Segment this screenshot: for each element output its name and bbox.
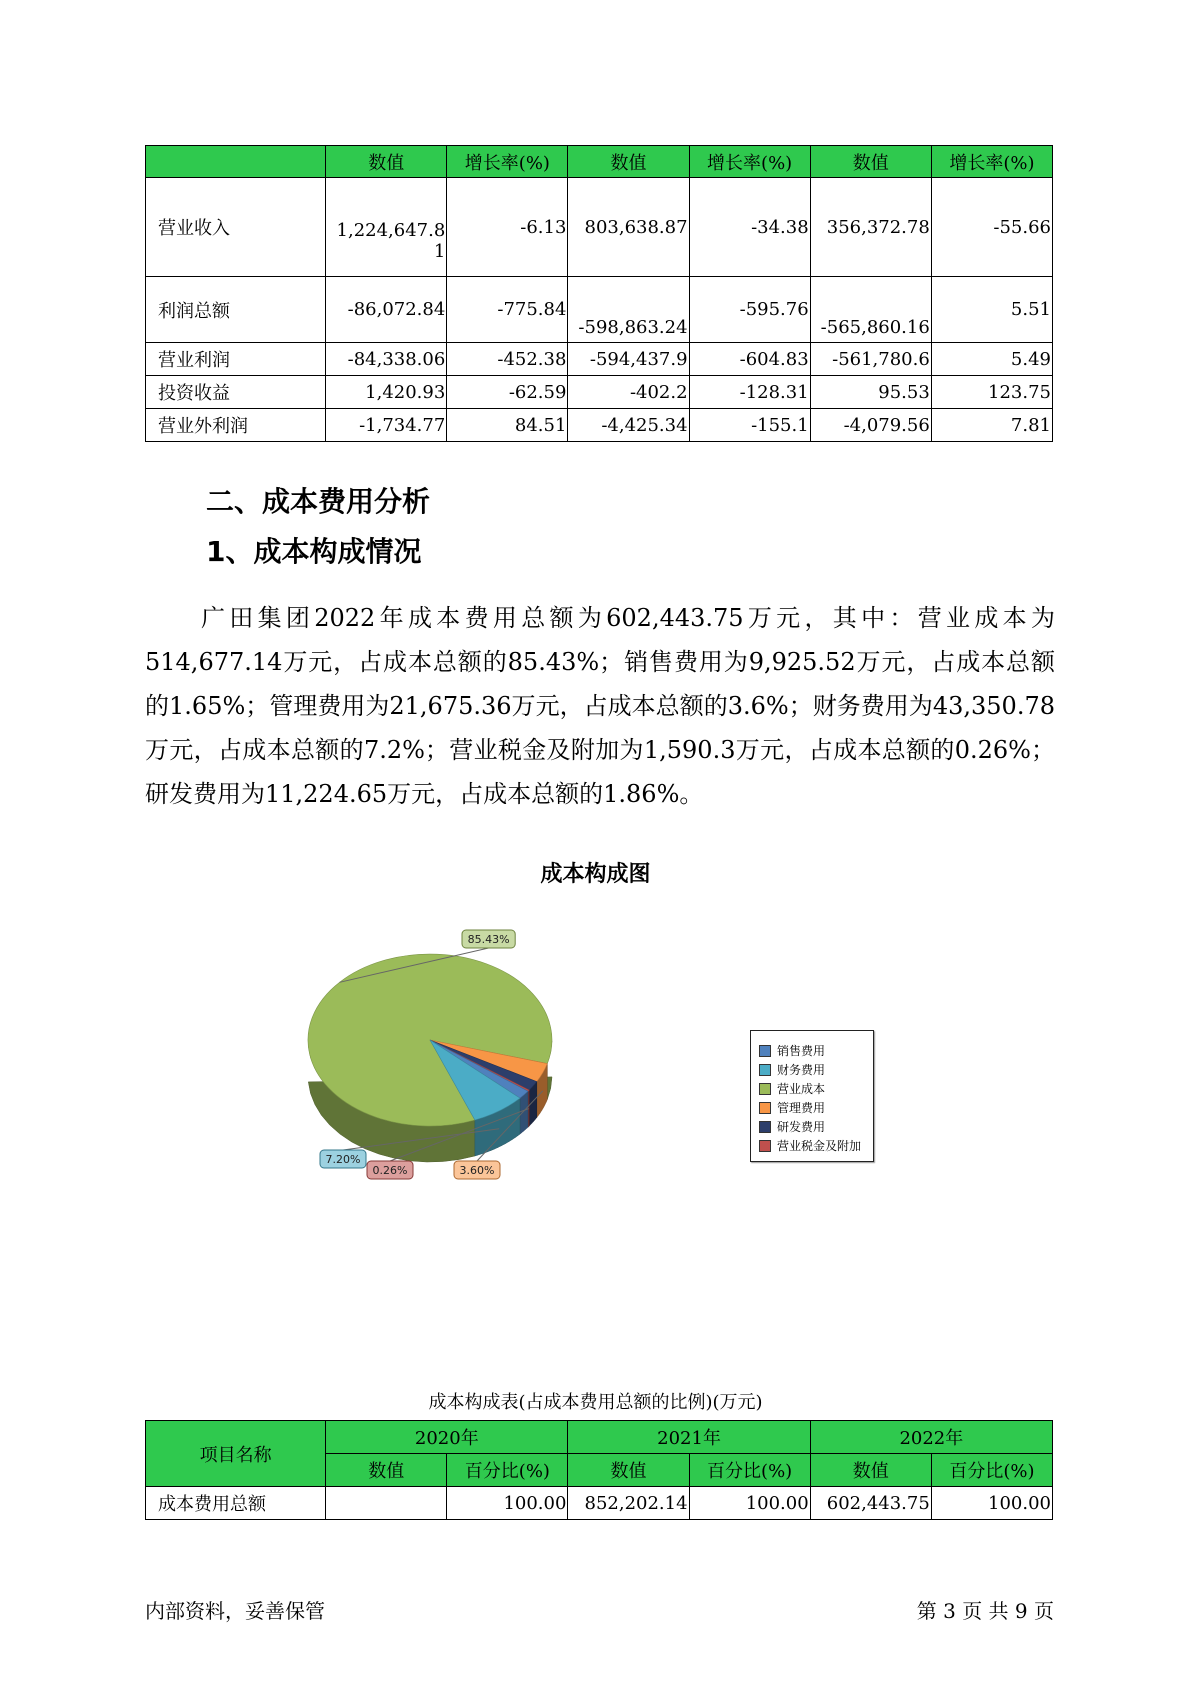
legend-item — [759, 1136, 873, 1155]
legend-item — [759, 1060, 873, 1079]
table-row — [146, 277, 1053, 343]
value-cell: -155.1 — [689, 409, 810, 442]
value-cell: 123.75 — [931, 376, 1052, 409]
value-cell: 100.00 — [447, 1487, 568, 1520]
row-label: 营业利润 — [146, 343, 326, 376]
value-cell: -4,425.34 — [568, 409, 689, 442]
value-cell: -4,079.56 — [810, 409, 931, 442]
table-header-row — [146, 146, 1053, 178]
value-cell: -775.84 — [447, 277, 568, 343]
value-cell: -1,734.77 — [326, 409, 447, 442]
value-cell — [326, 1487, 447, 1520]
value-cell: 100.00 — [931, 1487, 1052, 1520]
value-cell: 602,443.75 — [810, 1487, 931, 1520]
header-cell: 百分比(%) — [931, 1454, 1052, 1487]
legend-label: 销售费用 — [777, 1044, 826, 1058]
header-cell: 2022年 — [810, 1421, 1052, 1454]
value-cell: 852,202.14 — [568, 1487, 689, 1520]
data-label: 7.20% — [325, 1153, 361, 1166]
value-cell: 100.00 — [689, 1487, 810, 1520]
table-row — [146, 409, 1053, 442]
table-row — [146, 376, 1053, 409]
cost-pie-chart — [290, 910, 580, 1180]
row-label: 投资收益 — [146, 376, 326, 409]
value-cell: -452.38 — [447, 343, 568, 376]
pie-slice-side — [520, 1091, 528, 1134]
value-cell: -86,072.84 — [326, 277, 447, 343]
table-row — [146, 343, 1053, 376]
value-cell: 1,224,647.81 — [326, 178, 447, 277]
value-cell: -34.38 — [689, 178, 810, 277]
header-cell: 百分比(%) — [447, 1454, 568, 1487]
header-cell: 数值 — [810, 1454, 931, 1487]
header-cell: 2020年 — [326, 1421, 568, 1454]
value-cell: 5.51 — [931, 277, 1052, 343]
value-cell: -594,437.9 — [568, 343, 689, 376]
data-label: 85.43% — [467, 933, 510, 946]
legend-swatch — [759, 1140, 771, 1152]
table-row — [146, 1487, 1053, 1520]
value-cell: -402.2 — [568, 376, 689, 409]
header-cell: 数值 — [810, 146, 931, 178]
value-cell: -561,780.6 — [810, 343, 931, 376]
legend-swatch — [759, 1121, 771, 1133]
value-cell: -55.66 — [931, 178, 1052, 277]
section-heading: 二、成本费用分析 — [206, 485, 431, 518]
legend-swatch — [759, 1102, 771, 1114]
value-cell: -598,863.24 — [568, 277, 689, 343]
value-cell: -595.76 — [689, 277, 810, 343]
table-caption: 成本构成表(占成本费用总额的比例)(万元) — [428, 1392, 763, 1413]
chart-title: 成本构成图 — [540, 862, 651, 887]
header-cell: 增长率(%) — [689, 146, 810, 178]
financial-summary-table — [145, 145, 1053, 442]
header-cell: 增长率(%) — [931, 146, 1052, 178]
value-cell: -565,860.16 — [810, 277, 931, 343]
legend-label: 营业税金及附加 — [777, 1139, 862, 1153]
legend-item — [759, 1098, 873, 1117]
table-row — [146, 178, 1053, 277]
data-label: 0.26% — [372, 1164, 408, 1177]
header-cell: 增长率(%) — [447, 146, 568, 178]
value-cell: 1,420.93 — [326, 376, 447, 409]
header-cell: 数值 — [326, 1454, 447, 1487]
value-cell: -62.59 — [447, 376, 568, 409]
value-cell: 356,372.78 — [810, 178, 931, 277]
value-cell: -128.31 — [689, 376, 810, 409]
header-cell: 数值 — [568, 146, 689, 178]
row-label: 成本费用总额 — [146, 1487, 326, 1520]
data-label: 3.60% — [459, 1164, 495, 1177]
footer-page-number: 第 3 页 共 9 页 — [916, 1599, 1054, 1623]
value-cell: 803,638.87 — [568, 178, 689, 277]
value-cell: -604.83 — [689, 343, 810, 376]
row-label: 利润总额 — [146, 277, 326, 343]
chart-legend — [750, 1030, 874, 1162]
row-label: 营业收入 — [146, 178, 326, 277]
legend-swatch — [759, 1045, 771, 1057]
legend-item — [759, 1079, 873, 1098]
value-cell: 95.53 — [810, 376, 931, 409]
value-cell: 7.81 — [931, 409, 1052, 442]
cost-structure-table — [145, 1420, 1053, 1520]
legend-label: 研发费用 — [777, 1120, 826, 1134]
header-cell — [146, 146, 326, 178]
value-cell: 84.51 — [447, 409, 568, 442]
subsection-heading: 1、成本构成情况 — [206, 535, 422, 568]
legend-label: 营业成本 — [777, 1082, 826, 1096]
legend-item — [759, 1041, 873, 1060]
header-cell: 数值 — [326, 146, 447, 178]
legend-label: 财务费用 — [777, 1063, 826, 1077]
value-cell: -84,338.06 — [326, 343, 447, 376]
row-label: 营业外利润 — [146, 409, 326, 442]
table-header-row — [146, 1421, 1053, 1454]
legend-swatch — [759, 1064, 771, 1076]
header-cell: 项目名称 — [146, 1421, 326, 1487]
header-cell: 数值 — [568, 1454, 689, 1487]
header-cell: 2021年 — [568, 1421, 810, 1454]
legend-item — [759, 1117, 873, 1136]
value-cell: 5.49 — [931, 343, 1052, 376]
legend-label: 管理费用 — [777, 1101, 826, 1115]
footer-confidential-note: 内部资料，妥善保管 — [145, 1599, 325, 1623]
cost-analysis-paragraph: 广田集团2022年成本费用总额为602,443.75万元，其中：营业成本为514,677.14万元，占成本总额的85.43%；销售费用为9,925.52万元，占成本总额的1.65%；管理费用为21,675.36万元，占成本总额的3.6%；财务费用为43,350.78万元，占成本总额的7.2%；营业税金及附加为1,590.3万元，占成本总额的0.26%；研发费用为11,224.65万元，占成本总额的1.86%。 — [145, 604, 1055, 808]
value-cell: -6.13 — [447, 178, 568, 277]
header-cell: 百分比(%) — [689, 1454, 810, 1487]
legend-swatch — [759, 1083, 771, 1095]
